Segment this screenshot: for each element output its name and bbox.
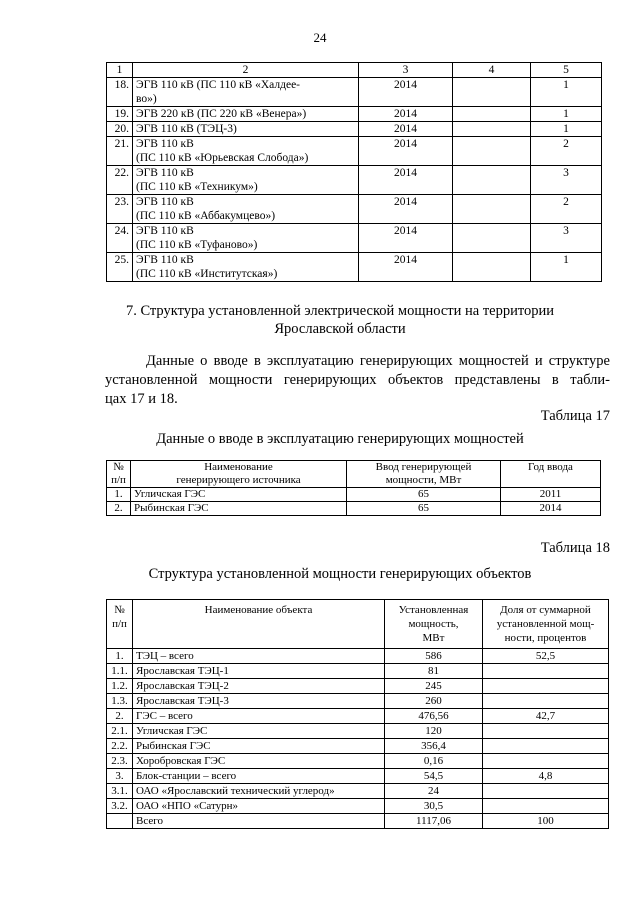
row-number: 3.1. (107, 784, 133, 799)
header-name: Наименование генерирующего источника (131, 461, 347, 488)
quantity: 3 (531, 224, 602, 253)
power-value: 30,5 (385, 799, 483, 814)
table-row (107, 195, 602, 224)
object-name-line: ЭГВ 110 кВ (136, 254, 194, 266)
row-number: 22. (107, 166, 133, 195)
table-row (107, 814, 609, 829)
object-name (133, 195, 359, 224)
share-value: 52,5 (483, 649, 609, 664)
row-number: 3. (107, 769, 133, 784)
table-row (107, 649, 609, 664)
row-number: 2.1. (107, 724, 133, 739)
year: 2014 (359, 122, 453, 137)
power-value: 0,16 (385, 754, 483, 769)
quantity: 2 (531, 195, 602, 224)
object-name (133, 122, 359, 137)
object-name-line: (ПС 110 кВ «Юрьевская Слобода») (136, 152, 309, 164)
row-number (107, 814, 133, 829)
table18-label: Таблица 18 (540, 540, 610, 556)
table-row (107, 502, 601, 516)
column-4 (453, 224, 531, 253)
quantity: 2 (531, 137, 602, 166)
object-name-line: ЭГВ 110 кВ (ПС 110 кВ «Халдее- (136, 79, 301, 91)
year: 2014 (359, 253, 453, 282)
share-value (483, 754, 609, 769)
header-name: Наименование объекта (133, 600, 385, 649)
source-name: Угличская ГЭС (131, 488, 347, 502)
object-name: Рыбинская ГЭС (133, 739, 385, 754)
column-4 (453, 195, 531, 224)
table-row (107, 107, 602, 122)
object-name (133, 78, 359, 107)
row-number: 1. (107, 649, 133, 664)
object-name: ТЭЦ – всего (133, 649, 385, 664)
object-name (133, 253, 359, 282)
paragraph-line2: установленной мощности генерирующих объектов представлены в табли- (105, 372, 610, 388)
object-name-line: ЭГВ 110 кВ (136, 225, 194, 237)
header-cell: 1 (107, 63, 133, 78)
row-number: 20. (107, 122, 133, 137)
table-row (107, 664, 609, 679)
year: 2014 (359, 137, 453, 166)
row-number: 1.1. (107, 664, 133, 679)
section-title-line2: Ярославской области (274, 321, 406, 337)
section-title-line1: 7. Структура установленной электрической мощности на территории (125, 303, 555, 319)
share-value (483, 664, 609, 679)
object-name-line: ЭГВ 110 кВ (136, 138, 194, 150)
table-row (107, 166, 602, 195)
row-number: 1.2. (107, 679, 133, 694)
row-number: 1.3. (107, 694, 133, 709)
header-cell: 3 (359, 63, 453, 78)
year: 2014 (359, 224, 453, 253)
object-name: ГЭС – всего (133, 709, 385, 724)
quantity: 1 (531, 78, 602, 107)
table-header-row (107, 63, 602, 78)
row-number: 24. (107, 224, 133, 253)
year-value: 2014 (501, 502, 601, 516)
object-name: Ярославская ТЭЦ-2 (133, 679, 385, 694)
object-name: Блок-станции – всего (133, 769, 385, 784)
share-value (483, 739, 609, 754)
share-value (483, 724, 609, 739)
column-4 (453, 166, 531, 195)
object-name: ОАО «Ярославский технический углерод» (133, 784, 385, 799)
table-row (107, 709, 609, 724)
object-name: Ярославская ТЭЦ-3 (133, 694, 385, 709)
row-number: 2. (107, 709, 133, 724)
page-number: 24 (313, 30, 327, 45)
header-num: № п/п (107, 461, 131, 488)
power-value: 260 (385, 694, 483, 709)
column-4 (453, 78, 531, 107)
header-year: Год ввода (501, 461, 601, 488)
table-header-row (107, 461, 601, 488)
source-name: Рыбинская ГЭС (131, 502, 347, 516)
object-name-line: ЭГВ 110 кВ (136, 196, 194, 208)
power-value: 24 (385, 784, 483, 799)
table-row (107, 799, 609, 814)
object-name-line: (ПС 110 кВ «Аббакумцево») (136, 210, 276, 222)
row-number: 23. (107, 195, 133, 224)
share-value (483, 694, 609, 709)
header-share: Доля от суммарной установленной мощ- ности, процентов (483, 600, 609, 649)
table-header-row (107, 600, 609, 649)
paragraph-line1: Данные о вводе в эксплуатацию генерирующих мощностей и структуре (146, 353, 610, 369)
header-num: № п/п (107, 600, 133, 649)
object-name-line: во») (136, 93, 157, 105)
header-power: Ввод генерирующей мощности, МВт (347, 461, 501, 488)
object-name-line: ЭГВ 220 кВ (ПС 220 кВ «Венера») (136, 108, 307, 120)
header-cell: 4 (453, 63, 531, 78)
table-row (107, 739, 609, 754)
object-name (133, 107, 359, 122)
column-4 (453, 107, 531, 122)
table17-title: Данные о вводе в эксплуатацию генерирующих мощностей (156, 431, 524, 447)
row-number: 25. (107, 253, 133, 282)
row-number: 2.2. (107, 739, 133, 754)
quantity: 1 (531, 253, 602, 282)
header-cell: 2 (133, 63, 359, 78)
column-4 (453, 122, 531, 137)
table-row (107, 679, 609, 694)
object-name-line: (ПС 110 кВ «Туфаново») (136, 239, 258, 251)
row-number: 21. (107, 137, 133, 166)
share-value: 4,8 (483, 769, 609, 784)
object-name: Хоробровская ГЭС (133, 754, 385, 769)
row-number: 1. (107, 488, 131, 502)
table-row (107, 122, 602, 137)
object-name (133, 166, 359, 195)
quantity: 1 (531, 107, 602, 122)
row-number: 18. (107, 78, 133, 107)
table-row (107, 488, 601, 502)
object-name: Всего (133, 814, 385, 829)
header-cell: 5 (531, 63, 602, 78)
power-value: 120 (385, 724, 483, 739)
share-value (483, 784, 609, 799)
row-number: 19. (107, 107, 133, 122)
row-number: 3.2. (107, 799, 133, 814)
year: 2014 (359, 78, 453, 107)
column-4 (453, 137, 531, 166)
power-value: 356,4 (385, 739, 483, 754)
object-name (133, 137, 359, 166)
table-row (107, 769, 609, 784)
quantity: 3 (531, 166, 602, 195)
table17 (106, 460, 601, 516)
continuation-table (106, 62, 602, 282)
power-value: 81 (385, 664, 483, 679)
object-name-line: ЭГВ 110 кВ (ТЭЦ-3) (136, 123, 237, 135)
column-4 (453, 253, 531, 282)
object-name-line: (ПС 110 кВ «Техникум») (136, 181, 258, 193)
row-number: 2. (107, 502, 131, 516)
power-value: 476,56 (385, 709, 483, 724)
share-value: 42,7 (483, 709, 609, 724)
table18 (106, 599, 609, 829)
year: 2014 (359, 195, 453, 224)
table-row (107, 754, 609, 769)
table-row (107, 253, 602, 282)
power-value: 65 (347, 488, 501, 502)
table-row (107, 224, 602, 253)
header-power: Установленная мощность, МВт (385, 600, 483, 649)
share-value (483, 799, 609, 814)
table-row (107, 78, 602, 107)
power-value: 245 (385, 679, 483, 694)
table-row (107, 694, 609, 709)
power-value: 586 (385, 649, 483, 664)
object-name: Угличская ГЭС (133, 724, 385, 739)
object-name: ОАО «НПО «Сатурн» (133, 799, 385, 814)
table17-label: Таблица 17 (540, 408, 610, 424)
row-number: 2.3. (107, 754, 133, 769)
share-value (483, 679, 609, 694)
year-value: 2011 (501, 488, 601, 502)
table-row (107, 724, 609, 739)
table-row (107, 137, 602, 166)
share-value: 100 (483, 814, 609, 829)
year: 2014 (359, 166, 453, 195)
paragraph-line3: цах 17 и 18. (105, 391, 178, 407)
table-row (107, 784, 609, 799)
object-name (133, 224, 359, 253)
table18-title: Структура установленной мощности генерирующих объектов (148, 566, 532, 582)
object-name-line: ЭГВ 110 кВ (136, 167, 194, 179)
object-name-line: (ПС 110 кВ «Институтская») (136, 268, 278, 280)
year: 2014 (359, 107, 453, 122)
power-value: 65 (347, 502, 501, 516)
power-value: 1117,06 (385, 814, 483, 829)
quantity: 1 (531, 122, 602, 137)
object-name: Ярославская ТЭЦ-1 (133, 664, 385, 679)
power-value: 54,5 (385, 769, 483, 784)
